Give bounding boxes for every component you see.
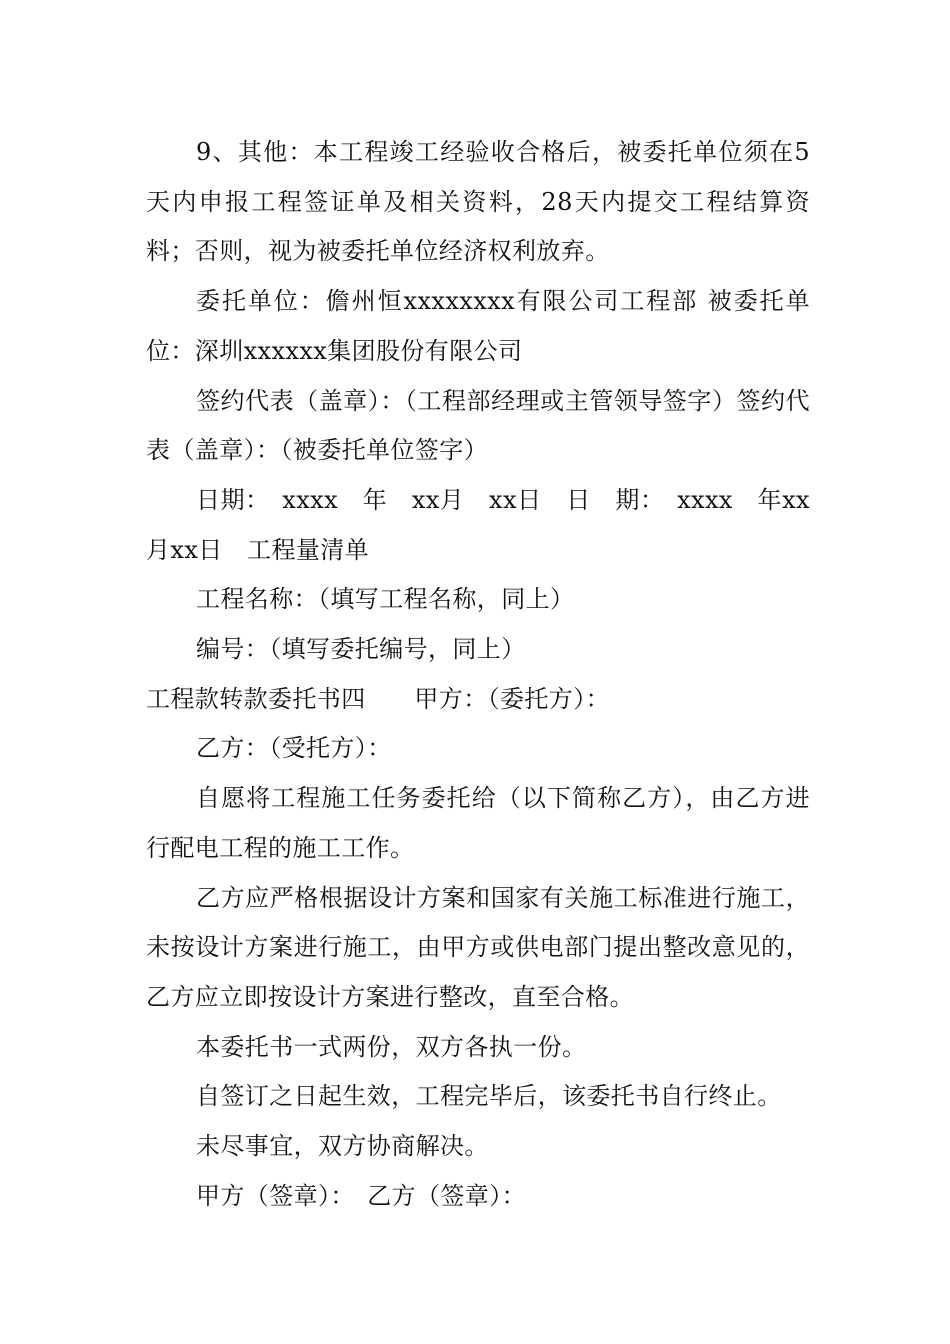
party-b-line: 乙方：（受托方）： — [196, 734, 392, 763]
copies-paragraph: 本委托书一式两份，双方各执一份。 — [196, 1032, 587, 1061]
section-heading-party-a: 工程款转款委托书四 甲方：（委托方）： — [146, 684, 610, 713]
signature-line: 甲方（签章）： 乙方（签章）： — [196, 1181, 526, 1210]
number-line: 编号：（填写委托编号，同上） — [196, 635, 526, 664]
parties-units: 委托单位：儋州恒xxxxxxxx有限公司工程部 被委托单位：深圳xxxxxx集团股份有限公司 — [146, 287, 810, 365]
dates-and-quantity-list: 日期： xxxx 年 xx月 xx日 日 期： xxxx 年xx月xx日 工程量清单 — [146, 485, 810, 564]
entrust-task-paragraph: 自愿将工程施工任务委托给（以下简称乙方），由乙方进行配电工程的施工工作。 — [146, 784, 810, 862]
signing-representatives: 签约代表（盖章）：（工程部经理或主管领导签字）签约代表（盖章）：（被委托单位签字） — [146, 386, 810, 465]
unresolved-matters-paragraph: 未尽事宜，双方协商解决。 — [196, 1132, 489, 1161]
clause-9-other: 9、其他：本工程竣工经验收合格后，被委托单位须在5天内申报工程签证单及相关资料，28天内提交工程结算资料；否则，视为被委托单位经济权利放弃。 — [146, 138, 810, 266]
effective-paragraph: 自签订之日起生效，工程完毕后，该委托书自行终止。 — [196, 1082, 782, 1111]
construction-standard-paragraph: 乙方应严格根据设计方案和国家有关施工标准进行施工，未按设计方案进行施工，由甲方或供电部门提出整改意见的，乙方应立即按设计方案进行整改，直至合格。 — [146, 883, 810, 1011]
document-body — [146, 128, 810, 1221]
project-name-line: 工程名称：（填写工程名称，同上） — [196, 585, 575, 614]
